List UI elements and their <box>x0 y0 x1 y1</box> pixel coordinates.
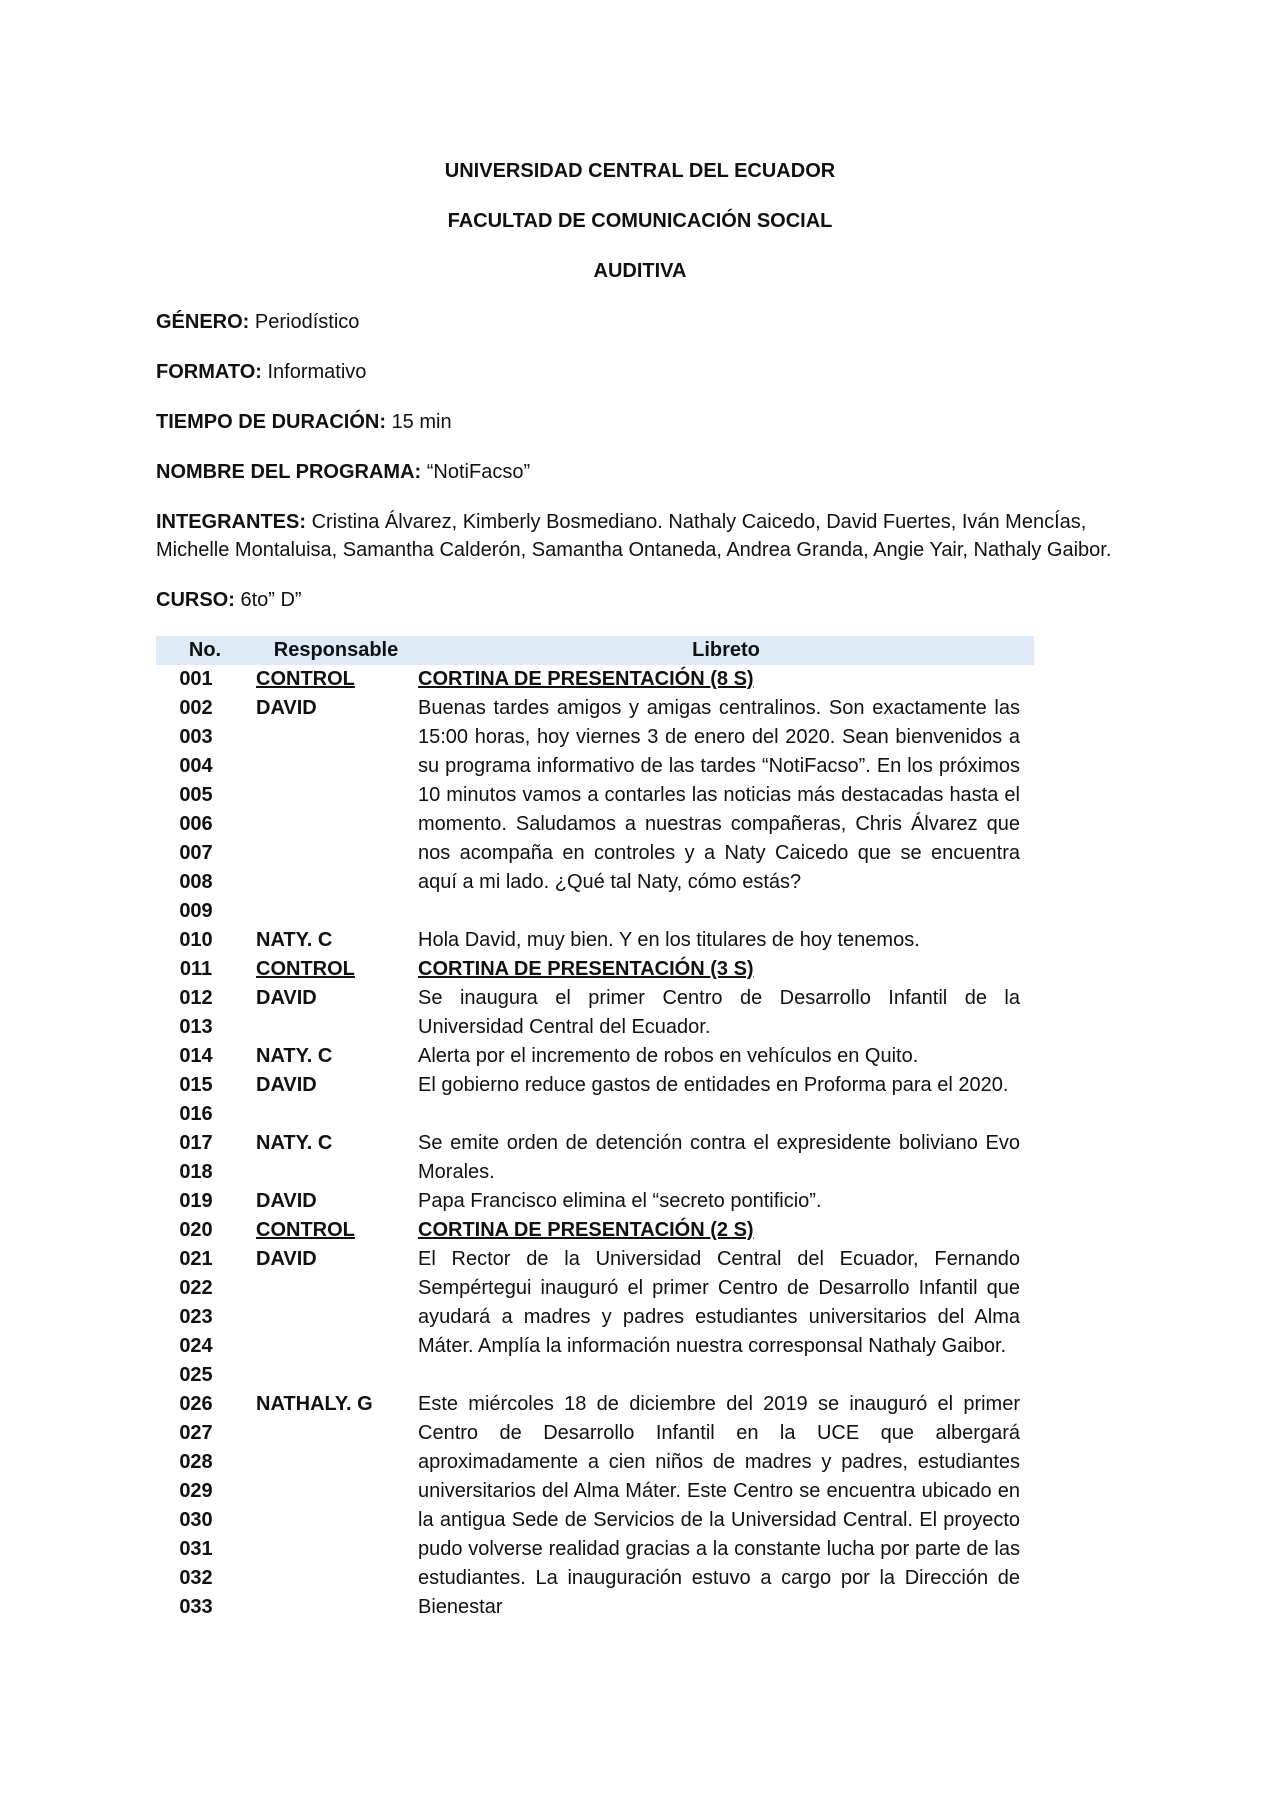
university-title: UNIVERSIDAD CENTRAL DEL ECUADOR <box>444 160 836 182</box>
faculty-title: FACULTAD DE COMUNICACIÓN SOCIAL <box>447 210 833 232</box>
table-row <box>156 694 1034 926</box>
line-number: 033 <box>179 1596 213 1618</box>
line-number: 005 <box>179 784 213 806</box>
line-number: 024 <box>179 1335 213 1357</box>
table-row <box>156 1071 1034 1129</box>
libreto-cell: El gobierno reduce gastos de entidades en Proforma para el 2020. <box>418 1074 1009 1096</box>
table-row <box>156 1187 1034 1216</box>
line-number: 014 <box>179 1045 213 1067</box>
tiempo-label: TIEMPO DE DURACIÓN: <box>156 411 386 433</box>
table-row <box>156 926 1034 955</box>
line-number: 019 <box>179 1190 213 1212</box>
responsable-cell: DAVID <box>256 1190 317 1212</box>
responsable-cell: CONTROL <box>256 668 355 690</box>
line-numbers-cell <box>156 1245 254 1390</box>
line-number: 016 <box>179 1103 213 1125</box>
table-row <box>156 1245 1034 1390</box>
line-numbers-cell <box>156 694 254 926</box>
subject-title: AUDITIVA <box>593 260 687 282</box>
genero-label: GÉNERO: <box>156 311 250 333</box>
table-row <box>156 1129 1034 1187</box>
line-numbers-cell <box>156 665 254 694</box>
responsable-cell: DAVID <box>256 1248 317 1270</box>
libreto-cell: Alerta por el incremento de robos en vehículos en Quito. <box>418 1045 919 1067</box>
line-number: 031 <box>179 1538 213 1560</box>
libreto-cell: CORTINA DE PRESENTACIÓN (2 S) <box>418 1219 754 1241</box>
genero-value: Periodístico <box>254 311 360 333</box>
line-numbers-cell <box>156 1187 254 1216</box>
line-number: 010 <box>179 929 213 951</box>
line-numbers-cell <box>156 926 254 955</box>
line-number: 028 <box>179 1451 213 1473</box>
responsable-cell: NATY. C <box>256 1045 333 1067</box>
table-row <box>156 1216 1034 1245</box>
libreto-cell: Se inaugura el primer Centro de Desarrollo Infantil de la Universidad Central del Ecuador. <box>418 987 1020 1038</box>
column-header-libreto: Libreto <box>418 636 1034 665</box>
line-number: 018 <box>179 1161 213 1183</box>
line-numbers-cell <box>156 1042 254 1071</box>
line-number: 026 <box>179 1393 213 1415</box>
programa-line <box>156 458 1124 486</box>
line-number: 008 <box>179 871 213 893</box>
table-row <box>156 984 1034 1042</box>
integrantes-value: Cristina Álvarez, Kimberly Bosmediano. Nathaly Caicedo, David Fuertes, Iván MencÍas, Michelle Montaluisa, Samantha Calderón, Samantha Ontaneda, Andrea Granda, Angie Yair, Nathaly Gaibor. <box>156 511 1112 561</box>
responsable-cell: DAVID <box>256 987 317 1009</box>
responsable-cell: NATY. C <box>256 1132 333 1154</box>
table-row <box>156 1390 1034 1622</box>
line-number: 017 <box>179 1132 213 1154</box>
formato-value: Informativo <box>267 361 367 383</box>
line-number: 003 <box>179 726 213 748</box>
column-header-no: No. <box>156 636 254 665</box>
line-numbers-cell <box>156 1071 254 1129</box>
column-header-responsable: Responsable <box>254 636 418 665</box>
line-number: 012 <box>179 987 213 1009</box>
libreto-cell: Este miércoles 18 de diciembre del 2019 se inauguró el primer Centro de Desarrollo Infantil en la UCE que albergará aproximadamente a cien niños de madres y padres, estudiantes universitarios del Alma Máter. Este Centro se encuentra ubicado en la antigua Sede de Servicios de la Universidad Central. El proyecto pudo volverse realidad gracias a la constante lucha por parte de las estudiantes. La inauguración estuvo a cargo por la Dirección de Bienestar <box>418 1393 1020 1618</box>
line-number: 020 <box>179 1219 213 1241</box>
libreto-cell: Hola David, muy bien. Y en los titulares de hoy tenemos. <box>418 929 920 951</box>
responsable-cell: NATY. C <box>256 929 333 951</box>
table-header-row <box>156 636 1034 665</box>
curso-line <box>156 586 1124 614</box>
responsable-cell: DAVID <box>256 1074 317 1096</box>
programa-label: NOMBRE DEL PROGRAMA: <box>156 461 422 483</box>
genero-line <box>156 308 1124 336</box>
libreto-cell: Buenas tardes amigos y amigas centralinos. Son exactamente las 15:00 horas, hoy viernes 3 de enero del 2020. Sean bienvenidos a su programa informativo de las tardes “NotiFacso”. En los próximos 10 minutos vamos a contarles las noticias más destacadas hasta el momento. Saludamos a nuestras compañeras, Chris Álvarez que nos acompaña en controles y a Naty Caicedo que se encuentra aquí a mi lado. ¿Qué tal Naty, cómo estás? <box>418 697 1020 893</box>
curso-label: CURSO: <box>156 589 235 611</box>
responsable-cell: NATHALY. G <box>256 1393 373 1415</box>
line-number: 001 <box>179 668 213 690</box>
line-numbers-cell <box>156 1129 254 1187</box>
line-number: 002 <box>179 697 213 719</box>
script-table-body <box>156 665 1034 1622</box>
tiempo-value: 15 min <box>391 411 452 433</box>
line-number: 011 <box>179 958 213 980</box>
curso-value: 6to” D” <box>240 589 302 611</box>
line-numbers-cell <box>156 1216 254 1245</box>
line-number: 029 <box>179 1480 213 1502</box>
line-number: 022 <box>179 1277 213 1299</box>
table-row <box>156 1042 1034 1071</box>
formato-label: FORMATO: <box>156 361 262 383</box>
line-numbers-cell <box>156 984 254 1042</box>
formato-line <box>156 358 1124 386</box>
responsable-cell: CONTROL <box>256 1219 355 1241</box>
line-numbers-cell <box>156 955 254 984</box>
line-number: 007 <box>179 842 213 864</box>
responsable-cell: DAVID <box>256 697 317 719</box>
line-number: 004 <box>179 755 213 777</box>
libreto-cell: CORTINA DE PRESENTACIÓN (8 S) <box>418 668 754 690</box>
integrantes-label: INTEGRANTES: <box>156 511 306 533</box>
line-number: 013 <box>179 1016 213 1038</box>
line-numbers-cell <box>156 1390 254 1622</box>
line-number: 021 <box>179 1248 213 1270</box>
responsable-cell: CONTROL <box>256 958 355 980</box>
programa-value: “NotiFacso” <box>426 461 531 483</box>
line-number: 015 <box>179 1074 213 1096</box>
table-row <box>156 665 1034 694</box>
script-table <box>156 636 1034 1622</box>
table-row <box>156 955 1034 984</box>
line-number: 009 <box>179 900 213 922</box>
libreto-cell: El Rector de la Universidad Central del Ecuador, Fernando Sempértegui inauguró el primer Centro de Desarrollo Infantil que ayudará a madres y padres estudiantes universitarios del Alma Máter. Amplía la información nuestra corresponsal Nathaly Gaibor. <box>418 1248 1020 1357</box>
libreto-cell: Se emite orden de detención contra el expresidente boliviano Evo Morales. <box>418 1132 1020 1183</box>
line-number: 025 <box>179 1364 213 1386</box>
libreto-cell: CORTINA DE PRESENTACIÓN (3 S) <box>418 958 754 980</box>
integrantes-line <box>156 508 1136 564</box>
line-number: 023 <box>179 1306 213 1328</box>
line-number: 032 <box>179 1567 213 1589</box>
tiempo-line <box>156 408 1124 436</box>
line-number: 030 <box>179 1509 213 1531</box>
line-number: 027 <box>179 1422 213 1444</box>
line-number: 006 <box>179 813 213 835</box>
libreto-cell: Papa Francisco elimina el “secreto pontificio”. <box>418 1190 822 1212</box>
